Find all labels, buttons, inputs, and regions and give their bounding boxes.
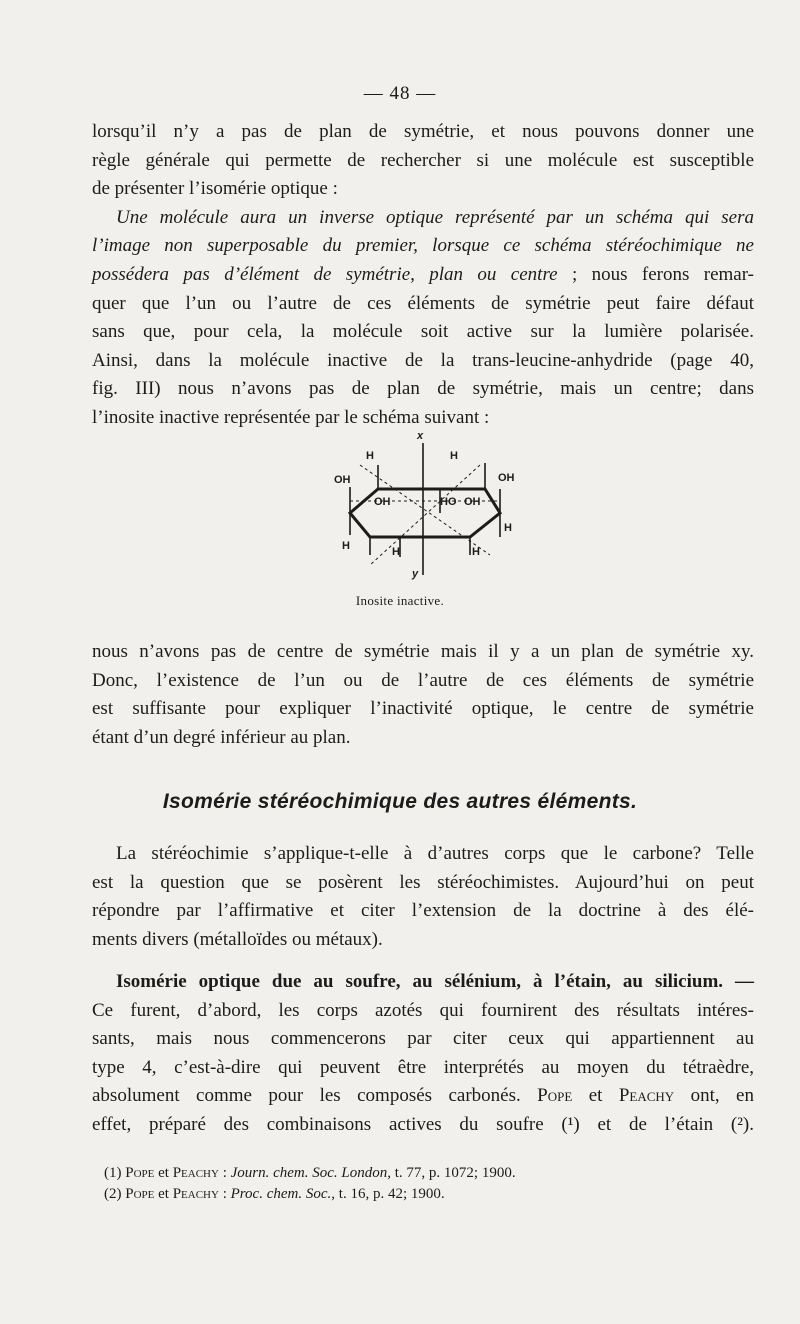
body-text-section: [92, 840, 754, 954]
author-name: Pope: [125, 1186, 155, 1202]
inosite-diagram: [330, 425, 530, 585]
author-name: Pope: [537, 1085, 573, 1107]
paragraph-line: effet, préparé des combinaisons actives du soufre (¹) et de l’étain (²).: [92, 1113, 754, 1135]
paragraph-line: répondre par l’affirmative et citer l’extension de la doctrine à des élé-: [92, 900, 754, 922]
author-name: Peachy: [618, 1085, 675, 1107]
paragraph-line: Ce furent, d’abord, les corps azotés qui fournirent des résultats intéres-: [92, 999, 754, 1021]
journal-title: Proc. chem. Soc.,: [230, 1186, 336, 1202]
section-heading: Isomérie stéréochimique des autres éléments.: [162, 790, 638, 813]
atom-label: HO: [440, 496, 457, 508]
body-text-bottom: [92, 968, 754, 1140]
body-text-top: [92, 118, 754, 433]
text-run: ont, en: [674, 1085, 754, 1107]
reference-detail: t. 16, p. 42; 1900.: [335, 1186, 445, 1202]
author-name: Peachy: [172, 1165, 219, 1181]
author-name: Peachy: [172, 1186, 219, 1202]
text-run: et: [154, 1165, 173, 1181]
body-text-middle: [92, 638, 754, 752]
dashed-plane-line: [360, 465, 490, 555]
paragraph-line: étant d’un degré inférieur au plan.: [92, 726, 351, 748]
paragraph-line: quer que l’un ou l’autre de ces éléments de symétrie peut faire défaut: [92, 292, 754, 314]
rule-text: ; nous ferons remar-: [557, 263, 754, 285]
figure-caption: Inosite inactive.: [355, 593, 445, 608]
paragraph-line: l’inosite inactive représentée par le schéma suivant :: [92, 406, 490, 428]
atom-label: OH: [334, 474, 351, 486]
reference-detail: t. 77, p. 1072; 1900.: [391, 1165, 516, 1181]
paragraph-line: ments divers (métalloïdes ou métaux).: [92, 928, 383, 950]
paragraph-line: La stéréochimie s’applique-t-elle à d’autres corps que le carbone? Telle: [116, 843, 754, 864]
atom-label: H: [342, 540, 350, 552]
subsection-heading: Isomérie optique due au soufre, au sélénium, à l’étain, au silicium. —: [116, 971, 754, 992]
axis-label-x: x: [417, 430, 424, 442]
paragraph-line: est la question que se posèrent les stéréochimistes. Aujourd’hui on peut: [92, 871, 754, 893]
paragraph-line: Ainsi, dans la molécule inactive de la trans-leucine-anhydride (page 40,: [92, 349, 754, 371]
page-number: — 48 —: [363, 83, 437, 104]
paragraph-line: type 4, c’est-à-dire qui peuvent être interprétés au moyen du tétraèdre,: [92, 1056, 754, 1078]
footnote-marker: (1): [104, 1165, 122, 1181]
journal-title: Journ. chem. Soc. London,: [230, 1165, 392, 1181]
paragraph-line: sans que, pour cela, la molécule soit active sur la lumière polarisée.: [92, 321, 754, 343]
paragraph-line: [92, 1082, 754, 1111]
text-run: et: [572, 1085, 619, 1107]
atom-label: H: [504, 522, 512, 534]
dashed-plane-line: [370, 465, 480, 565]
atom-label: OH: [374, 496, 391, 508]
text-run: :: [218, 1186, 231, 1202]
atom-label: H: [366, 450, 374, 462]
paragraph-line: Donc, l’existence de l’un ou de l’autre de ces éléments de symétrie: [92, 669, 754, 691]
rule-line: l’image non superposable du premier, lorsque ce schéma stéréochimique ne: [92, 235, 754, 257]
text-run: absolument comme pour les composés carbonés.: [92, 1085, 538, 1107]
atom-label: OH: [498, 472, 515, 484]
text-run: et: [154, 1186, 173, 1202]
axis-label-y: y: [412, 568, 419, 580]
paragraph-line: règle générale qui permette de rechercher si une molécule est susceptible: [92, 149, 754, 171]
atom-label: H: [450, 450, 458, 462]
paragraph-line: est suffisante pour expliquer l’inactivité optique, le centre de symétrie: [92, 698, 754, 720]
footnotes: [104, 1163, 724, 1205]
text-run: :: [218, 1165, 231, 1181]
atom-label: OH: [464, 496, 481, 508]
author-name: Pope: [125, 1165, 155, 1181]
footnote-marker: (2): [104, 1186, 122, 1202]
rule-line: Une molécule aura un inverse optique représenté par un schéma qui sera: [116, 206, 754, 228]
footnote: [104, 1163, 724, 1184]
inosite-schema: [330, 425, 530, 585]
paragraph-line: sants, mais nous commencerons par citer ceux qui appartiennent au: [92, 1028, 754, 1050]
paragraph-line: de présenter l’isomérie optique :: [92, 178, 338, 200]
paragraph-line: lorsqu’il n’y a pas de plan de symétrie, et nous pouvons donner une: [92, 121, 754, 142]
rule-line: [92, 261, 754, 290]
paragraph-line: nous n’avons pas de centre de symétrie mais il y a un plan de symétrie xy.: [92, 641, 754, 662]
atom-label: H: [392, 546, 400, 558]
rule-italic-text: possédera pas d’élément de symétrie, plan ou centre: [92, 263, 558, 285]
atom-label: H: [472, 546, 480, 558]
paragraph-line: fig. III) nous n’avons pas de plan de symétrie, mais un centre; dans: [92, 378, 754, 400]
footnote: [104, 1184, 724, 1205]
